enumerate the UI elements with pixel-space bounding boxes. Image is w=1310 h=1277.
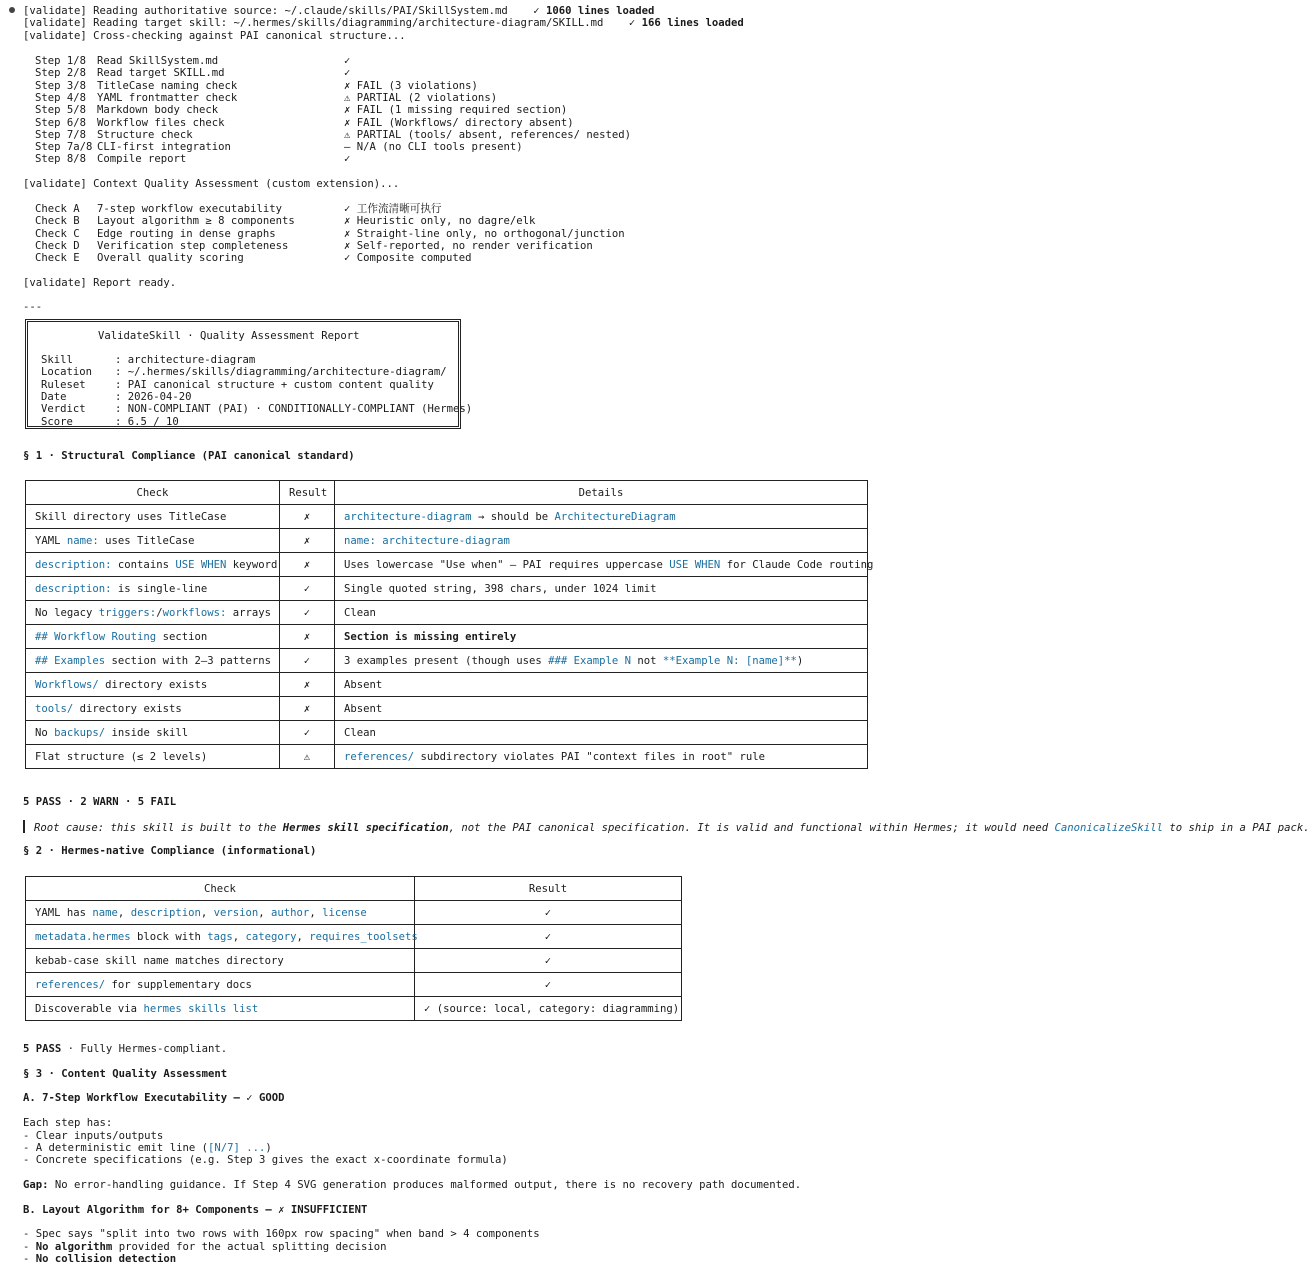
report-row [41, 416, 179, 428]
table-row: YAML has name, description, version, author, license ✓ [26, 901, 682, 925]
gap-paragraph: Gap: No error-handling guidance. If Step 4 SVG generation produces malformed output, there is no recovery path documented. [23, 1179, 802, 1191]
list-item: - Clear inputs/outputs [23, 1130, 164, 1142]
table-row: No legacy triggers:/workflows: arrays ✓ Clean [26, 601, 868, 625]
step-row [35, 55, 350, 67]
report-row [41, 379, 434, 391]
report-value: : architecture-diagram [115, 354, 256, 366]
subsection-heading: A. 7-Step Workflow Executability — ✓ GOOD [23, 1092, 285, 1104]
quote-bar [23, 820, 25, 833]
step-result: ✓ [344, 153, 351, 166]
check-result: ✓ Composite computed [344, 252, 472, 265]
step-label: Step 7/8 [35, 128, 87, 141]
check-result: ✗ Heuristic only, no dagre/elk [344, 215, 536, 228]
report-key: Ruleset [41, 378, 86, 391]
check-result: ✗ Straight-line only, no orthogonal/junction [344, 227, 625, 240]
table-header-row [26, 481, 868, 505]
step-name: TitleCase naming check [97, 79, 238, 92]
report-key: Score [41, 415, 73, 428]
step-name: Read target SKILL.md [97, 67, 225, 80]
table-row: Workflows/ directory exists ✗ Absent [26, 673, 868, 697]
table-row: ## Workflow Routing section ✗ Section is missing entirely [26, 625, 868, 649]
step-name: YAML frontmatter check [97, 91, 238, 104]
check-label: Check A [35, 203, 80, 215]
structural-compliance-table [25, 480, 874, 769]
section-summary: 5 PASS · Fully Hermes-compliant. [23, 1043, 228, 1055]
table-row: description: is single-line ✓ Single quoted string, 398 chars, under 1024 limit [26, 577, 868, 601]
step-label: Step 7a/8 [35, 141, 93, 154]
step-row [35, 153, 350, 165]
step-row [35, 67, 350, 79]
step-name: Markdown body check [97, 104, 219, 117]
report-value: : NON-COMPLIANT (PAI) · CONDITIONALLY-COMPLIANT (Hermes) [115, 403, 473, 416]
step-label: Step 3/8 [35, 79, 87, 92]
step-name: Workflow files check [97, 116, 225, 129]
report-value: : PAI canonical structure + custom content quality [115, 378, 434, 391]
report-key: Location [41, 366, 93, 379]
table-row: Flat structure (≤ 2 levels) ⚠ references/ subdirectory violates PAI "context files in root" rule [26, 745, 868, 769]
step-name: Structure check [97, 128, 193, 141]
check-name: Layout algorithm ≥ 8 components [97, 215, 295, 228]
report-key: Date [41, 390, 67, 403]
check-name: Overall quality scoring [97, 252, 244, 265]
report-key: Skill [41, 354, 73, 366]
step-result: ✓ [344, 55, 351, 67]
report-box [25, 319, 473, 429]
step-name: Compile report [97, 153, 187, 166]
section-heading: § 2 · Hermes-native Compliance (informational) [23, 845, 317, 857]
table-row: tools/ directory exists ✗ Absent [26, 697, 868, 721]
section-heading: § 1 · Structural Compliance (PAI canonical standard) [23, 450, 355, 462]
step-row [35, 80, 478, 92]
table-row: description: contains USE WHEN keyword ✗ Uses lowercase "Use when" — PAI requires uppercase USE WHEN for Claude Code routing [26, 553, 868, 577]
step-row [35, 141, 523, 153]
step-name: Read SkillSystem.md [97, 55, 219, 67]
column-header: Details [335, 481, 868, 505]
list-item: - Spec says "split into two rows with 160px row spacing" when band > 4 components [23, 1228, 540, 1240]
log-line: [validate] Report ready. [23, 277, 177, 289]
check-label: Check C [35, 227, 80, 240]
table-row: Discoverable via hermes skills list ✓ (source: local, category: diagramming) [26, 997, 682, 1021]
report-value: : 2026-04-20 [115, 390, 192, 403]
section-heading: § 3 · Content Quality Assessment [23, 1068, 228, 1080]
step-result: ⚠ PARTIAL (tools/ absent, references/ nested) [344, 128, 632, 141]
check-row [35, 228, 625, 240]
check-result: ✗ Self-reported, no render verification [344, 239, 593, 252]
step-row [35, 92, 497, 104]
status-bullet [9, 7, 15, 13]
table-row: references/ for supplementary docs ✓ [26, 973, 682, 997]
check-name: 7-step workflow executability [97, 203, 282, 215]
step-label: Step 1/8 [35, 55, 87, 67]
check-label: Check B [35, 215, 80, 228]
section-summary: 5 PASS · 2 WARN · 5 FAIL [23, 796, 177, 808]
report-value: : ~/.hermes/skills/diagramming/architecture-diagram/ [115, 366, 447, 379]
report-key: Verdict [41, 403, 86, 416]
table-row: Skill directory uses TitleCase ✗ architecture-diagram → should be ArchitectureDiagram [26, 505, 868, 529]
column-header: Result [415, 877, 682, 901]
check-row [35, 252, 472, 264]
table-row: No backups/ inside skill ✓ Clean [26, 721, 868, 745]
report-row [41, 403, 472, 415]
log-line: [validate] Cross-checking against PAI canonical structure... [23, 30, 406, 42]
table-row: ## Examples section with 2–3 patterns ✓ 3 examples present (though uses ### Example N not **Example N: [name]**) [26, 649, 868, 673]
table-row: kebab-case skill name matches directory ✓ [26, 949, 682, 973]
check-name: Verification step completeness [97, 239, 289, 252]
step-label: Step 6/8 [35, 116, 87, 129]
step-label: Step 5/8 [35, 104, 87, 117]
check-row [35, 203, 442, 215]
check-result: ✓ 工作流清晰可执行 [344, 203, 442, 215]
log-line: [validate] Context Quality Assessment (custom extension)... [23, 178, 400, 190]
column-header: Check [26, 877, 415, 901]
step-result: ⚠ PARTIAL (2 violations) [344, 91, 498, 104]
step-label: Step 2/8 [35, 67, 87, 80]
step-result: ✗ FAIL (1 missing required section) [344, 104, 568, 117]
check-row [35, 215, 535, 227]
list-item: - No algorithm provided for the actual splitting decision [23, 1241, 387, 1253]
list-item: - No collision detection [23, 1253, 177, 1265]
check-row [35, 240, 593, 252]
log-line: [validate] Reading target skill: ~/.hermes/skills/diagramming/architecture-diagram/SKILL.md ✓ 166 lines loaded [23, 17, 744, 29]
table-row: YAML name: uses TitleCase ✗ name: architecture-diagram [26, 529, 868, 553]
report-value: : 6.5 / 10 [115, 415, 179, 428]
table-row: metadata.hermes block with tags, category, requires_toolsets ✓ [26, 925, 682, 949]
hermes-compliance-table [25, 876, 682, 1021]
column-header: Check [26, 481, 280, 505]
list-item: - A deterministic emit line ([N/7] ...) [23, 1142, 272, 1154]
list-item: - Concrete specifications (e.g. Step 3 gives the exact x-coordinate formula) [23, 1154, 508, 1166]
column-header: Result [280, 481, 335, 505]
report-row [41, 354, 255, 366]
paragraph: Each step has: [23, 1117, 113, 1129]
log-line: [validate] Reading authoritative source: ~/.claude/skills/PAI/SkillSystem.md ✓ 1060 lines loaded [23, 5, 655, 17]
report-row [41, 391, 192, 403]
step-result: ✗ FAIL (3 violations) [344, 79, 478, 92]
step-row [35, 104, 567, 116]
step-label: Step 4/8 [35, 91, 87, 104]
table-header-row [26, 877, 682, 901]
step-name: CLI-first integration [97, 141, 231, 154]
step-result: ✗ FAIL (Workflows/ directory absent) [344, 116, 574, 129]
step-result: — N/A (no CLI tools present) [344, 141, 523, 154]
check-name: Edge routing in dense graphs [97, 227, 276, 240]
step-row [35, 129, 631, 141]
separator: --- [23, 301, 43, 313]
step-result: ✓ [344, 67, 351, 80]
report-row [41, 366, 447, 378]
check-label: Check E [35, 252, 80, 265]
step-label: Step 8/8 [35, 153, 87, 166]
report-title: ValidateSkill · Quality Assessment Report [98, 330, 360, 342]
step-row [35, 117, 574, 129]
root-cause-quote: Root cause: this skill is built to the Hermes skill specification, not the PAI canonical specification. It is valid and functional within Hermes; it would need CanonicalizeSkill to ship in a PAI pack. [23, 820, 1310, 834]
check-label: Check D [35, 239, 80, 252]
subsection-heading: B. Layout Algorithm for 8+ Components — ✗ INSUFFICIENT [23, 1204, 368, 1216]
